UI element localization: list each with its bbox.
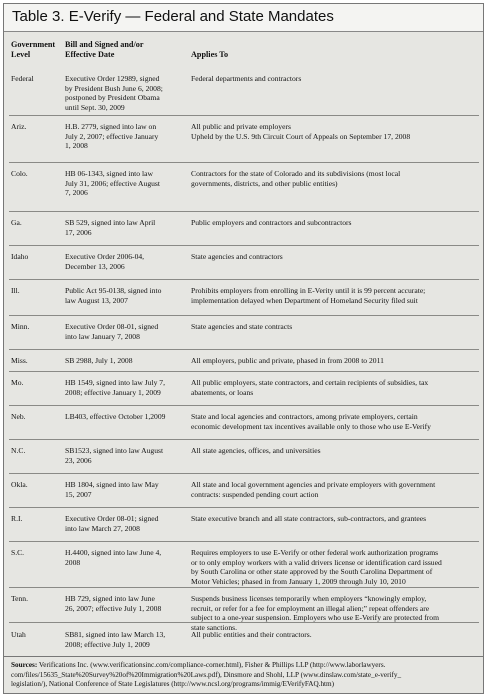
cell-government-level	[11, 630, 61, 640]
cell-bill	[65, 480, 187, 499]
cell-government-level	[11, 252, 61, 262]
cell-line: All employers, public and private, phased in from 2008 to 2011	[191, 356, 384, 365]
cell-government-level	[11, 122, 61, 132]
cell-line: Prohibits employers from enrolling in E-Verity until it is 99 percent accurate;	[191, 286, 426, 295]
cell-line: Colo.	[11, 169, 28, 178]
cell-government-level	[11, 74, 61, 84]
cell-line: Motor Vehicles; phased in from January 1, 2009 through July 10, 2010	[191, 576, 406, 586]
cell-applies-to	[191, 594, 481, 632]
cell-applies-to	[191, 480, 481, 499]
cell-line: Suspends business licenses temporarily when employers “knowingly employ,	[191, 594, 427, 603]
cell-line: 17, 2006	[65, 227, 92, 237]
cell-line: Ariz.	[11, 122, 27, 131]
cell-government-level	[11, 218, 61, 228]
cell-line: Contractors for the state of Colorado and its subdivisions (most local	[191, 169, 401, 178]
cell-government-level	[11, 356, 61, 366]
cell-line: 2008	[65, 557, 81, 567]
cell-line: recruit, or refer for a fee for employment an illegal alien;” repeat offenders are	[191, 603, 430, 613]
cell-line: Okla.	[11, 480, 28, 489]
cell-bill	[65, 252, 187, 271]
cell-line: economic development tax incentives available only to those who use E-Verify	[191, 421, 431, 431]
cell-bill	[65, 74, 187, 112]
cell-line: Executive Order 08-01; signed	[65, 514, 159, 523]
cell-line: SB81, signed into law March 13,	[65, 630, 166, 639]
cell-bill	[65, 446, 187, 465]
cell-government-level	[11, 594, 61, 604]
cell-line: HB 06-1343, signed into law	[65, 169, 153, 178]
cell-line: Public Act 95-0138, signed into	[65, 286, 162, 295]
row-divider	[9, 405, 479, 406]
row-divider	[9, 439, 479, 440]
cell-line: SB 529, signed into law April	[65, 218, 156, 227]
cell-line: HB 1549, signed into law July 7,	[65, 378, 165, 387]
cell-line: 2008; effective July 1, 2009	[65, 639, 150, 649]
cell-line: HB 1804, signed into law May	[65, 480, 159, 489]
cell-line: H.4400, signed into law June 4,	[65, 548, 162, 557]
cell-applies-to	[191, 286, 481, 305]
cell-line: Mo.	[11, 378, 24, 387]
cell-government-level	[11, 548, 61, 558]
cell-line: State executive branch and all state contractors, sub-contractors, and grantees	[191, 514, 427, 523]
cell-applies-to	[191, 514, 481, 524]
cell-line: Public employers and contractors and subcontractors	[191, 218, 352, 227]
cell-line: All public employers, state contractors, and certain recipients of subsidies, tax	[191, 378, 429, 387]
cell-line: State agencies and contractors	[191, 252, 283, 261]
cell-applies-to	[191, 630, 481, 640]
cell-government-level	[11, 412, 61, 422]
cell-line: 26, 2007; effective July 1, 2008	[65, 603, 162, 613]
cell-line: into law January 7, 2008	[65, 331, 140, 341]
cell-applies-to	[191, 548, 481, 586]
cell-line: Tenn.	[11, 594, 28, 603]
cell-line: R.I.	[11, 514, 23, 523]
cell-applies-to	[191, 412, 481, 431]
cell-line: Utah	[11, 630, 26, 639]
row-divider	[9, 473, 479, 474]
cell-line: SB 2988, July 1, 2008	[65, 356, 133, 365]
row-divider	[9, 315, 479, 316]
column-header-applies-to: Applies To	[191, 50, 229, 59]
sources-line: legislation/), National Conference of State Legislatures (http://www.ncsl.org/programs/immig/EVerifyFAQ.htm)	[11, 680, 335, 689]
cell-line: Upheld by the U.S. 9th Circuit Court of Appeals on September 17, 2008	[191, 131, 411, 141]
cell-applies-to	[191, 378, 481, 397]
cell-line: All state and local government agencies and private employers with government	[191, 480, 436, 489]
row-divider	[9, 371, 479, 372]
cell-applies-to	[191, 356, 481, 366]
title-bar	[4, 4, 483, 32]
cell-line: until Sept. 30, 2009	[65, 102, 125, 112]
row-divider	[9, 507, 479, 508]
cell-line: into law March 27, 2008	[65, 523, 140, 533]
cell-line: Executive Order 12989, signed	[65, 74, 160, 83]
cell-line: Idaho	[11, 252, 29, 261]
cell-applies-to	[191, 252, 481, 262]
cell-government-level	[11, 480, 61, 490]
cell-line: 1, 2008	[65, 141, 88, 151]
cell-bill	[65, 122, 187, 151]
cell-bill	[65, 548, 187, 567]
table-frame	[3, 3, 484, 694]
cell-applies-to	[191, 169, 481, 188]
sources-line	[11, 661, 479, 671]
cell-line: LB403, effective October 1,2009	[65, 412, 166, 421]
cell-line: State and local agencies and contractors, among private employers, certain	[191, 412, 418, 421]
cell-line: contracts: suspended pending court action	[191, 489, 319, 499]
cell-line: implementation delayed when Department of Homeland Security filed suit	[191, 295, 418, 305]
cell-bill	[65, 322, 187, 341]
cell-government-level	[11, 446, 61, 456]
cell-line: or to only employ workers with a valid drivers license or identification card issued	[191, 557, 442, 567]
cell-government-level	[11, 322, 61, 332]
cell-line: Federal departments and contractors	[191, 74, 302, 83]
cell-government-level	[11, 286, 61, 296]
row-divider	[9, 211, 479, 212]
cell-line: 23, 2006	[65, 455, 92, 465]
cell-line: Miss.	[11, 356, 28, 365]
cell-applies-to	[191, 446, 481, 456]
cell-line: governments, districts, and other public entities)	[191, 178, 338, 188]
cell-line: N.C.	[11, 446, 26, 455]
cell-line: Ill.	[11, 286, 20, 295]
sources-divider	[4, 656, 483, 657]
cell-line: 7, 2006	[65, 188, 88, 198]
cell-bill	[65, 378, 187, 397]
column-header-government-level: Government Level	[11, 40, 56, 59]
cell-bill	[65, 630, 187, 649]
row-divider	[9, 279, 479, 280]
cell-line: Requires employers to use E-Verify or other federal work authorization programs	[191, 548, 439, 557]
cell-line: abatements, or loans	[191, 387, 254, 397]
row-divider	[9, 162, 479, 163]
cell-bill	[65, 412, 187, 422]
cell-bill	[65, 169, 187, 198]
cell-line: All public and private employers	[191, 122, 291, 131]
cell-line: July 31, 2006; effective August	[65, 178, 160, 188]
cell-applies-to	[191, 218, 481, 228]
cell-applies-to	[191, 322, 481, 332]
cell-line: Ga.	[11, 218, 22, 227]
cell-line: Federal	[11, 74, 34, 83]
cell-line: S.C.	[11, 548, 25, 557]
sources-label: Sources:	[11, 661, 38, 669]
cell-line: Executive Order 08-01, signed	[65, 322, 159, 331]
sources-note	[11, 661, 479, 690]
cell-applies-to	[191, 122, 481, 141]
cell-line: state sanctions.	[191, 622, 237, 632]
row-divider	[9, 245, 479, 246]
cell-government-level	[11, 378, 61, 388]
cell-line: HB 729, signed into law June	[65, 594, 155, 603]
cell-line: postponed by President Obama	[65, 93, 160, 103]
cell-line: law August 13, 2007	[65, 295, 128, 305]
cell-line: SB1523, signed into law August	[65, 446, 164, 455]
table-title: Table 3. E-Verify — Federal and State Mandates	[12, 8, 334, 25]
cell-line: 2008; effective January 1, 2009	[65, 387, 161, 397]
cell-applies-to	[191, 74, 481, 84]
cell-bill	[65, 594, 187, 613]
row-divider	[9, 115, 479, 116]
cell-line: Executive Order 2006-04,	[65, 252, 145, 261]
cell-line: Neb.	[11, 412, 26, 421]
cell-line: by South Carolina or other state approved by the South Carolina Department of	[191, 567, 433, 577]
row-divider	[9, 587, 479, 588]
sources-text: Verifications Inc. (www.verificationsinc.com/compliance-corner.html), Fisher & Phillips LLP (http://www.laborlawyers.	[37, 661, 386, 669]
cell-line: All public entities and their contractors.	[191, 630, 312, 639]
sources-line: com/files/15635_State%20Survey%20of%20Immigration%20Laws.pdf), Dinsmore and Shohl, LLP (www.dinslaw.com/state_e-verify_	[11, 670, 402, 679]
cell-line: H.B. 2779, signed into law on	[65, 122, 157, 131]
row-divider	[9, 541, 479, 542]
cell-line: Minn.	[11, 322, 30, 331]
column-header-bill: Bill and Signed and/or Effective Date	[65, 40, 144, 59]
cell-bill	[65, 514, 187, 533]
cell-government-level	[11, 514, 61, 524]
cell-bill	[65, 356, 187, 366]
cell-bill	[65, 218, 187, 237]
cell-bill	[65, 286, 187, 305]
row-divider	[9, 349, 479, 350]
cell-line: by President Bush June 6, 2008;	[65, 83, 163, 93]
cell-government-level	[11, 169, 61, 179]
cell-line: 15, 2007	[65, 489, 92, 499]
cell-line: All state agencies, offices, and universities	[191, 446, 321, 455]
cell-line: December 13, 2006	[65, 261, 125, 271]
cell-line: State agencies and state contracts	[191, 322, 293, 331]
row-divider	[9, 622, 479, 623]
cell-line: July 2, 2007; effective January	[65, 131, 159, 141]
cell-line: subject to a one-year suspension. Employers who use E-Verify are protected from	[191, 613, 439, 623]
